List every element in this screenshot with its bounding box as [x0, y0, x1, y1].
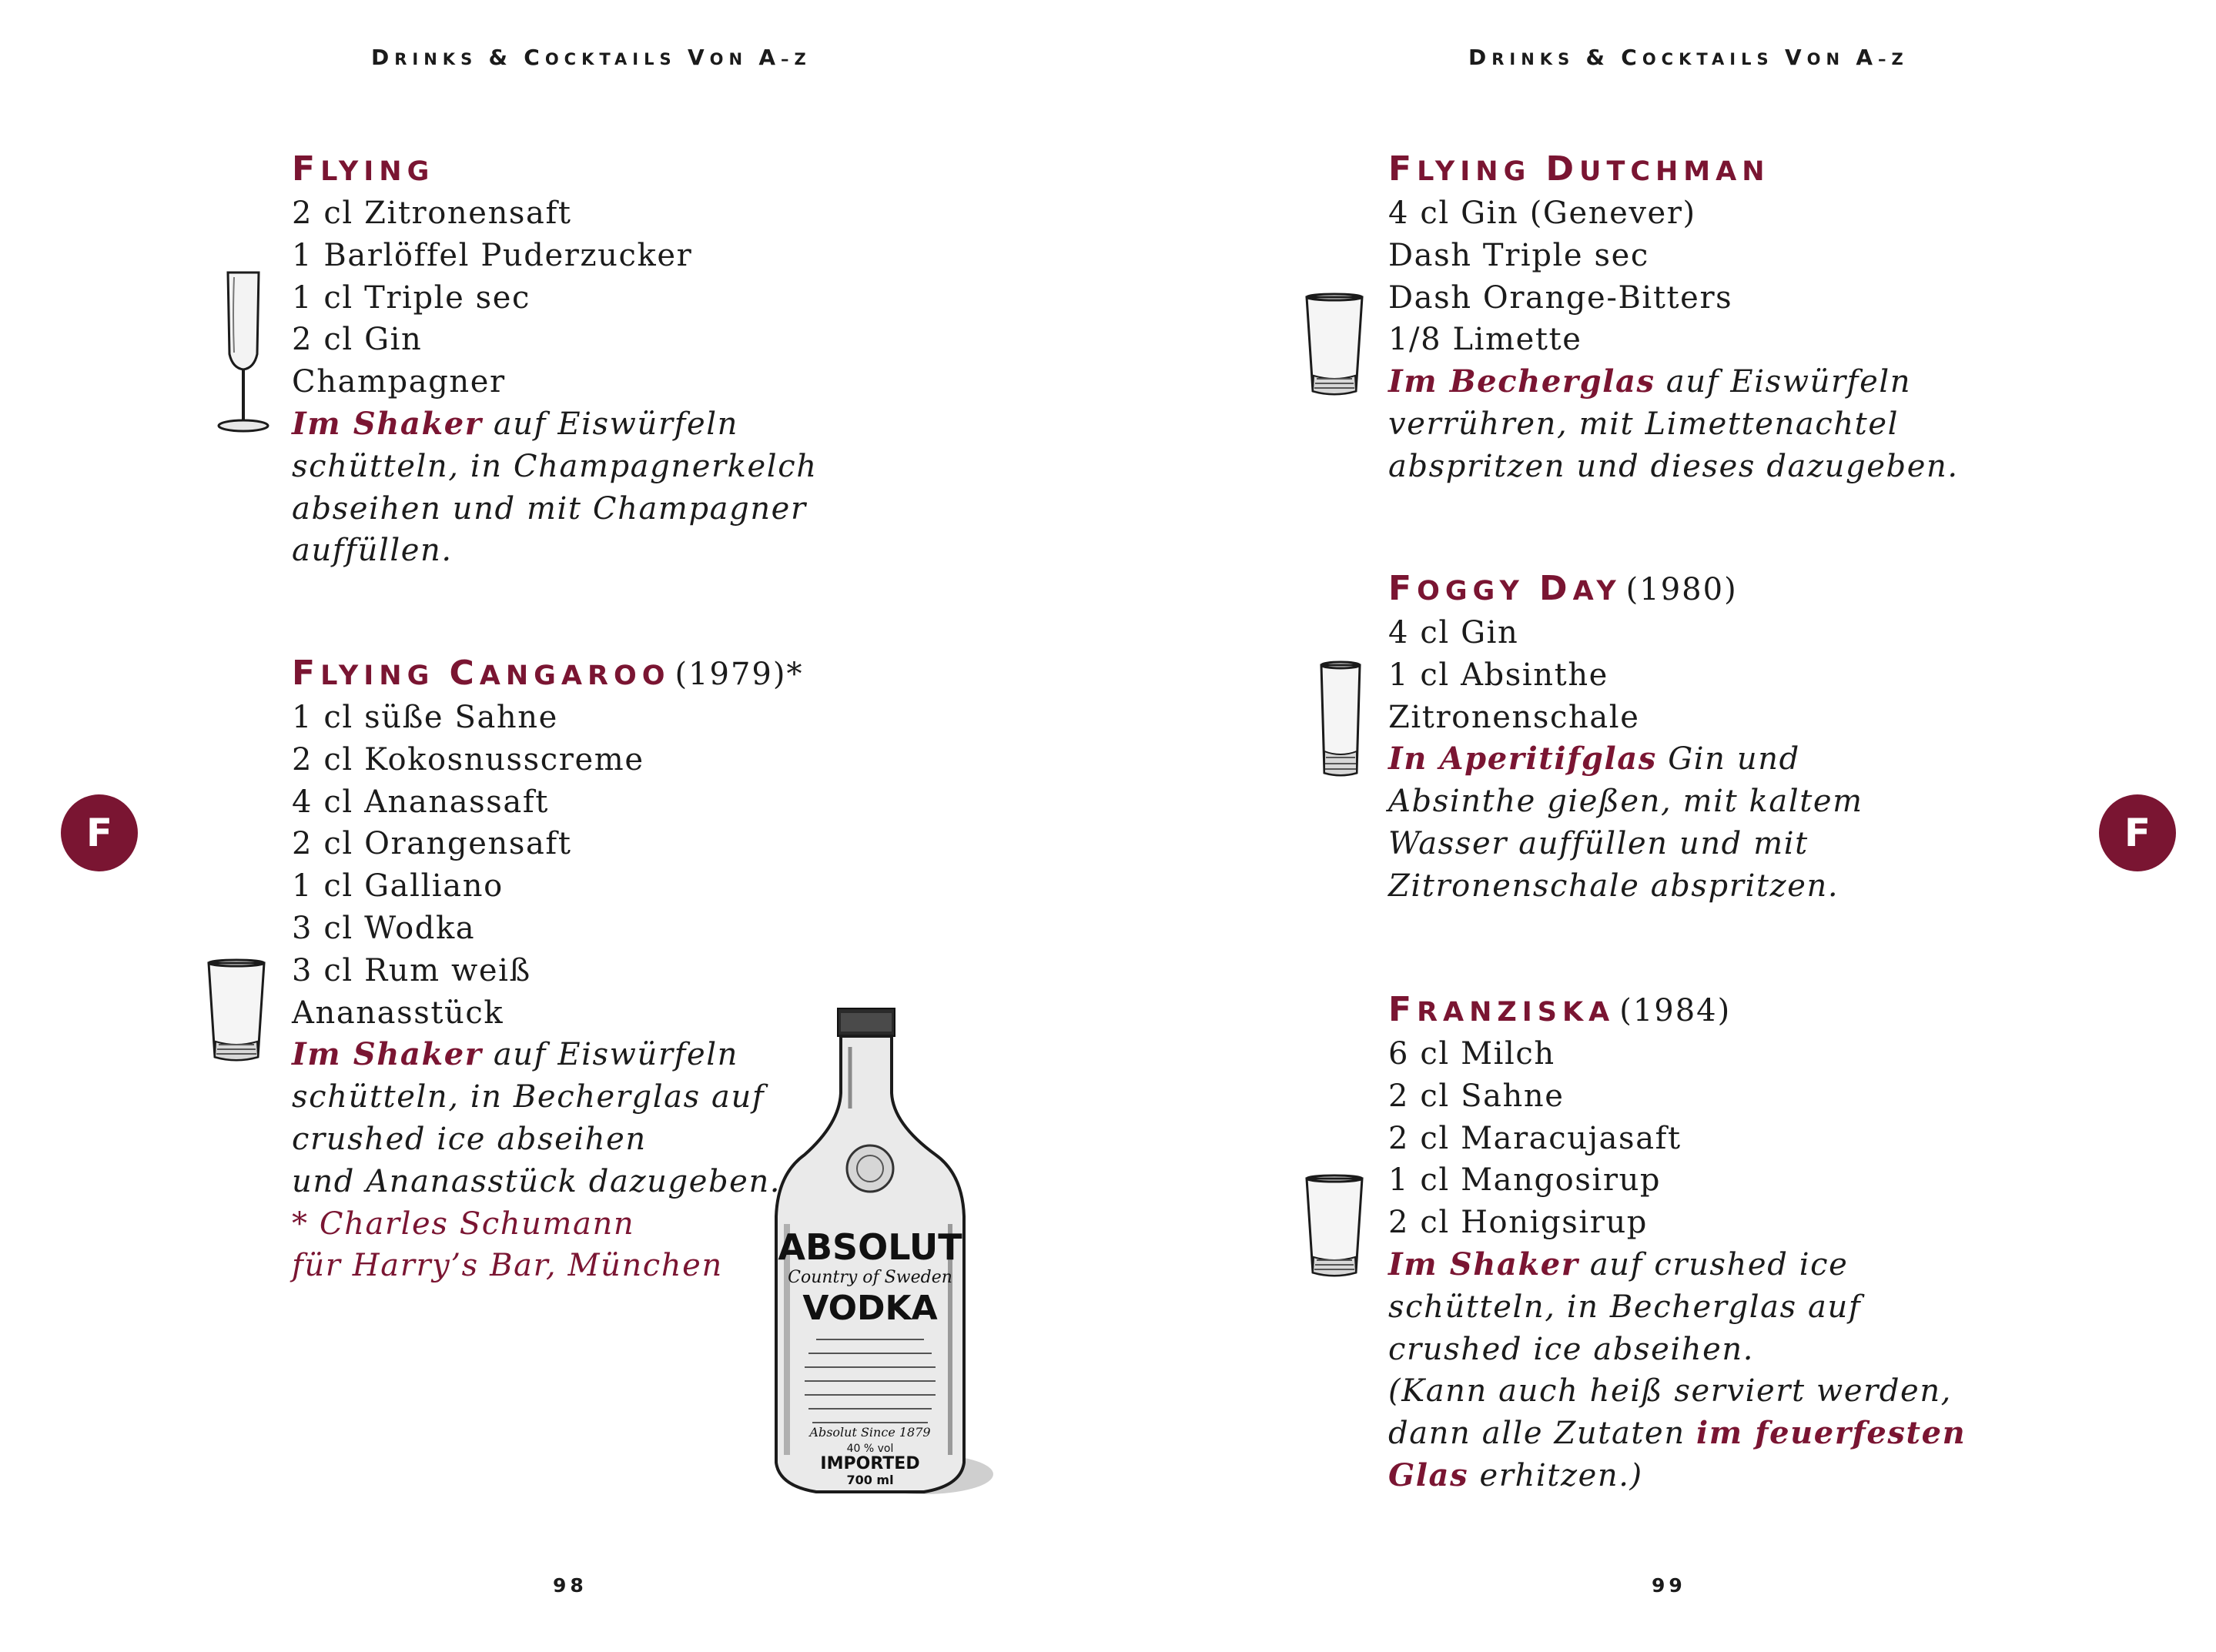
ingredient-line: 1 cl süße Sahne [292, 700, 558, 735]
recipe-year: (1979)* [675, 657, 804, 692]
recipe-year: (1980) [1625, 572, 1738, 607]
instruction-line [292, 1161, 803, 1203]
running-head-right: DRINKS & COCKTAILS VON A–Z [1468, 45, 1909, 70]
ingredient-line: 2 cl Honigsirup [1388, 1205, 1649, 1241]
instruction-highlight: Im Shaker [292, 405, 483, 442]
tumbler-glass-icon-dutchman [1304, 293, 1365, 400]
recipe-title [1388, 987, 1966, 1033]
ingredient-line: 1 cl Mangosirup [1388, 1162, 1662, 1199]
ingredient-line: Zitronenschale [1388, 699, 1640, 735]
ingredient-line: 4 cl Ananassaft [292, 784, 549, 820]
ingredient-line: 2 cl Kokosnusscreme [292, 741, 644, 778]
page-number-right: 99 [1652, 1574, 1686, 1597]
instruction-text: schütteln, in Becherglas auf [292, 1079, 765, 1115]
instruction-text: Absinthe gießen, mit kaltem [1388, 784, 1863, 820]
ingredient-line: Ananasstück [292, 995, 504, 1031]
instruction-line [292, 488, 818, 530]
instruction-text: Zitronenschale abspritzen. [1388, 868, 1839, 904]
instruction-line [1388, 1286, 1966, 1329]
ingredient-line: 3 cl Wodka [292, 910, 476, 946]
ingredient-line: 4 cl Gin [1388, 615, 1519, 650]
bottle-imported: IMPORTED [820, 1454, 920, 1473]
bottle-product: VODKA [802, 1289, 938, 1328]
instruction-text: auf Eiswürfeln [482, 1037, 739, 1073]
instruction-line [1388, 361, 1959, 403]
ingredient-line: Dash Orange-Bitters [1388, 279, 1733, 316]
ingredient-line: 1 cl Absinthe [1388, 657, 1608, 693]
instruction-line [292, 1076, 803, 1119]
instruction-highlight: In Aperitifglas [1388, 741, 1657, 778]
instruction-line [292, 446, 818, 488]
instruction-text: schütteln, in Becherglas auf [1388, 1289, 1862, 1325]
instruction-text: crushed ice abseihen. [1388, 1331, 1755, 1367]
ingredient-line: 2 cl Orangensaft [292, 826, 572, 862]
recipe-foggy-day [1388, 566, 1863, 908]
recipe-flying-cangaroo [292, 650, 803, 1287]
aperitif-glass-icon [1318, 660, 1363, 780]
running-head-left: DRINKS & COCKTAILS VON A–Z [371, 45, 812, 70]
ingredient-line: 1 Barlöffel Puderzucker [292, 237, 693, 273]
instruction-highlight: im feuerfesten [1696, 1415, 1967, 1452]
ingredient-line: 1/8 Limette [1388, 322, 1582, 358]
instruction-highlight: Im Shaker [292, 1036, 483, 1073]
instruction-text: (Kann auch heiß serviert werden, [1388, 1373, 1953, 1410]
ingredient-line: 2 cl Sahne [1388, 1078, 1565, 1114]
instruction-text: crushed ice abseihen [292, 1121, 647, 1157]
ingredient-line: 6 cl Milch [1388, 1036, 1555, 1072]
bottle-brand: ABSOLUT [778, 1226, 962, 1268]
ingredient-line: 2 cl Zitronensaft [292, 196, 572, 231]
instruction-text: schütteln, in Champagnerkelch [292, 448, 818, 484]
tumbler-glass-icon-franziska [1304, 1174, 1365, 1282]
instruction-text: Wasser auffüllen und mit [1388, 825, 1809, 861]
ingredient-line: Champagner [292, 364, 506, 400]
instruction-highlight: Im Becherglas [1388, 363, 1655, 400]
instruction-text: auf Eiswürfeln [1655, 364, 1912, 400]
instruction-text: auffüllen. [292, 533, 453, 569]
instruction-line [292, 530, 818, 572]
vodka-bottle-illustration [770, 1001, 993, 1509]
recipe-title [1388, 566, 1863, 612]
instruction-text: auf Eiswürfeln [482, 406, 739, 442]
instruction-line [1388, 446, 1959, 488]
instruction-line [1388, 738, 1863, 781]
champagne-flute-icon [216, 269, 271, 435]
instruction-highlight: Im Shaker [1388, 1246, 1579, 1282]
recipe-title [292, 146, 818, 192]
instruction-line [292, 1119, 803, 1161]
instruction-text: und Ananasstück dazugeben. [292, 1163, 782, 1199]
recipe-footnote: für Harry’s Bar, München [292, 1248, 723, 1284]
recipe-title-text: FOGGY DAY [1388, 569, 1622, 608]
recipe-title-text: FLYING [292, 149, 435, 189]
instruction-line [1388, 1455, 1966, 1497]
instruction-line [1388, 1244, 1966, 1286]
instruction-line [1388, 1370, 1966, 1413]
tumbler-glass-icon-left [206, 958, 267, 1066]
recipe-title [292, 650, 803, 697]
instruction-text: verrühren, mit Limettenachtel [1388, 406, 1900, 442]
instruction-line [1388, 1329, 1966, 1371]
bottle-volume: 700 ml [846, 1473, 894, 1487]
recipe-title-text: FLYING DUTCHMAN [1388, 149, 1770, 189]
ingredient-line: 1 cl Galliano [292, 868, 504, 905]
ingredient-line: 4 cl Gin (Genever) [1388, 196, 1696, 231]
instruction-text: abspritzen und dieses dazugeben. [1388, 448, 1959, 484]
instruction-highlight: Glas [1388, 1456, 1469, 1493]
ingredient-line: 2 cl Maracujasaft [1388, 1120, 1682, 1156]
instruction-text: erhitzen.) [1468, 1457, 1643, 1493]
ingredient-line: 3 cl Rum weiß [292, 952, 531, 988]
recipe-title-text: FLYING CANGAROO [292, 654, 671, 693]
recipe-title-text: FRANZISKA [1388, 990, 1615, 1029]
recipe-year: (1984) [1619, 993, 1732, 1028]
ingredient-line: 2 cl Gin [292, 322, 423, 358]
bottle-since: Absolut Since 1879 [809, 1425, 931, 1440]
instruction-line [1388, 1413, 1966, 1455]
page-number-left: 98 [553, 1574, 587, 1597]
recipe-footnote: * Charles Schumann [292, 1206, 635, 1242]
ingredient-line: 1 cl Triple sec [292, 279, 531, 316]
recipe-title [1388, 146, 1959, 192]
recipe-flying [292, 146, 818, 572]
instruction-line [1388, 823, 1863, 865]
bottle-country: Country of Sweden [788, 1268, 952, 1287]
recipe-franziska [1388, 987, 1966, 1497]
instruction-line [1388, 865, 1863, 908]
instruction-text: dann alle Zutaten [1388, 1416, 1697, 1452]
recipe-flying-dutchman [1388, 146, 1959, 488]
instruction-text: abseihen und mit Champagner [292, 490, 807, 527]
letter-badge-right: F [2099, 794, 2176, 871]
instruction-line [1388, 781, 1863, 823]
instruction-line [292, 1034, 803, 1076]
instruction-line [292, 403, 818, 446]
bottle-abv: 40 % vol [846, 1443, 894, 1455]
instruction-line [1388, 403, 1959, 446]
ingredient-line: Dash Triple sec [1388, 237, 1649, 273]
letter-badge-left: F [61, 794, 138, 871]
instruction-text: Gin und [1656, 741, 1800, 778]
instruction-text: auf crushed ice [1578, 1246, 1849, 1282]
